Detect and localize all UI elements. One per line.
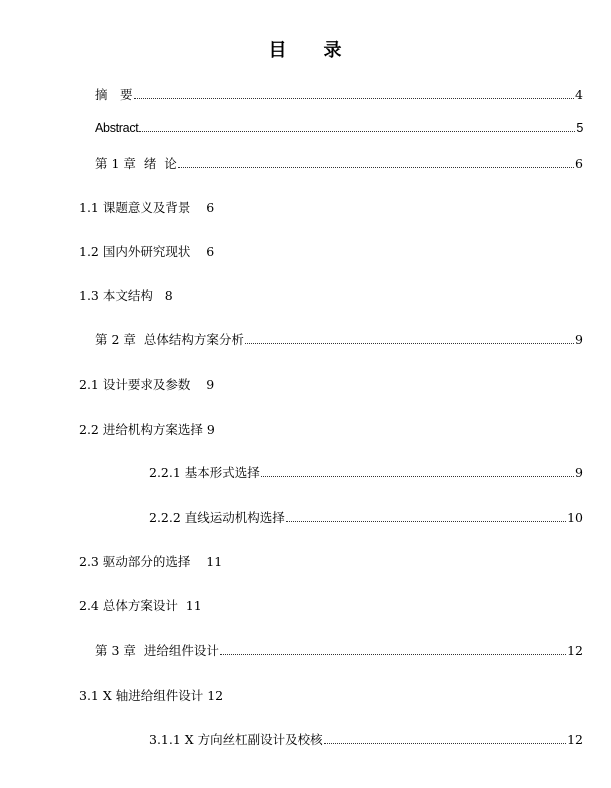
toc-title-char-1: 目 xyxy=(268,40,288,61)
toc-entry-page: 10 xyxy=(567,510,583,525)
toc-entry-page: 9 xyxy=(575,465,583,480)
toc-entry-label: 2.2.2 直线运动机构选择 xyxy=(149,510,285,525)
toc-leader-dots xyxy=(220,653,566,655)
toc-entry-1-2[interactable]: 1.2 国内外研究现状 6 xyxy=(79,244,215,259)
toc-entry-chapter-3[interactable] xyxy=(95,643,583,659)
toc-entry-page: 5 xyxy=(576,121,583,135)
toc-entry-abstract-cn[interactable] xyxy=(95,87,583,103)
toc-entry-label: 3.1.1 X 方向丝杠副设计及校核 xyxy=(149,732,323,747)
toc-entry-abstract-en[interactable] xyxy=(95,120,583,136)
toc-entry-page: 12 xyxy=(567,732,583,747)
toc-entry-2-2-1[interactable] xyxy=(149,465,583,481)
toc-leader-dots xyxy=(324,742,566,744)
toc-entry-page: 6 xyxy=(575,156,583,171)
toc-entry-3-1-1[interactable] xyxy=(149,732,583,748)
toc-leader-dots xyxy=(139,130,575,132)
toc-entry-label: 第 3 章 进给组件设计 xyxy=(95,643,219,658)
toc-leader-dots xyxy=(178,166,574,168)
toc-entry-page: 12 xyxy=(567,643,583,658)
toc-title xyxy=(0,36,611,62)
toc-entry-chapter-2[interactable] xyxy=(95,332,583,348)
toc-leader-dots xyxy=(286,520,566,522)
toc-leader-dots xyxy=(134,97,575,99)
toc-entry-page: 4 xyxy=(575,87,583,102)
toc-entry-label: 第 2 章 总体结构方案分析 xyxy=(95,332,244,347)
toc-leader-dots xyxy=(261,475,574,477)
toc-entry-label: 摘 要 xyxy=(95,87,133,102)
toc-entry-2-1[interactable]: 2.1 设计要求及参数 9 xyxy=(79,377,215,392)
toc-entry-2-2[interactable]: 2.2 进给机构方案选择 9 xyxy=(79,422,215,437)
toc-entry-label: 第 1 章 绪 论 xyxy=(95,156,177,171)
toc-entry-2-2-2[interactable] xyxy=(149,510,583,526)
toc-entry-2-3[interactable]: 2.3 驱动部分的选择 11 xyxy=(79,554,223,569)
toc-entry-page: 9 xyxy=(575,332,583,347)
toc-entry-3-1[interactable]: 3.1 X 轴进给组件设计 12 xyxy=(79,688,224,703)
toc-leader-dots xyxy=(245,342,574,344)
toc-entry-1-1[interactable]: 1.1 课题意义及背景 6 xyxy=(79,200,215,215)
toc-entry-1-3[interactable]: 1.3 本文结构 8 xyxy=(79,288,173,303)
toc-entry-chapter-1[interactable] xyxy=(95,156,583,172)
toc-title-char-2: 录 xyxy=(323,40,343,61)
toc-entry-label: Abstract xyxy=(95,121,139,135)
toc-entry-label: 2.2.1 基本形式选择 xyxy=(149,465,260,480)
toc-entry-2-4[interactable]: 2.4 总体方案设计 11 xyxy=(79,598,202,613)
